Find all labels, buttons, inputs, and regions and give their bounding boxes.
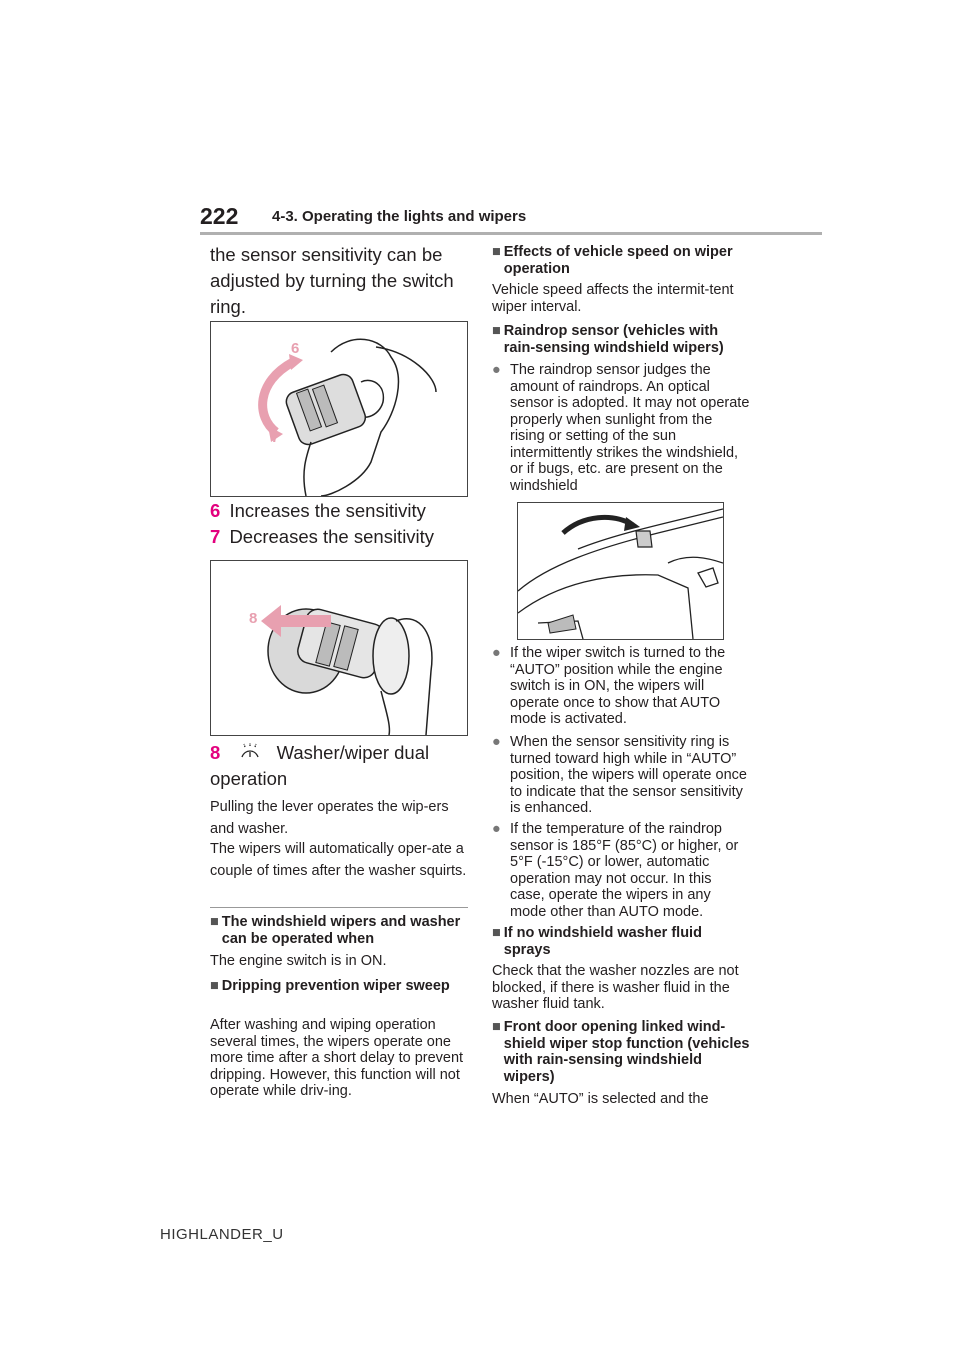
hand-pulling-lever-illustration (211, 561, 467, 735)
bullet-marker: ● (492, 362, 501, 378)
bullet-auto-position-text: If the wiper switch is turned to the “AUTO” position while the engine switch is in ON, the wipers will operate once to show that AUTO mode is activated. (510, 645, 726, 727)
item-8-number: 8 (210, 742, 221, 763)
heading-square-marker: ■ (492, 244, 501, 260)
heading-dripping-prevention (210, 978, 468, 995)
heading-square-marker: ■ (210, 978, 219, 994)
footer-model: HIGHLANDER_U (160, 1226, 284, 1243)
item-7 (210, 524, 468, 550)
heading-operated-when (210, 914, 468, 947)
bullet-sensitivity-ring-text: When the sensor sensitivity ring is turned toward high while in “AUTO” position, the wipers will operate once to indicate that the sensor sensitivity is enhanced. (510, 734, 747, 816)
heading-no-washer-fluid-text: If no windshield washer fluid sprays (503, 925, 702, 958)
header-rule (200, 232, 822, 235)
hand-turning-ring-illustration (211, 322, 467, 496)
engine-on-text: The engine switch is in ON. (210, 953, 387, 969)
item-8-text: Washer/wiper dual operation (210, 742, 430, 789)
heading-square-marker: ■ (210, 914, 219, 930)
heading-door-opening (492, 1019, 750, 1085)
heading-vehicle-speed-text: Effects of vehicle speed on wiper operation (503, 244, 733, 277)
washer-icon (239, 742, 261, 760)
heading-square-marker: ■ (492, 323, 501, 339)
item-6 (210, 498, 468, 524)
heading-operated-when-text: The windshield wipers and washer can be operated when (221, 914, 461, 947)
heading-square-marker: ■ (492, 925, 501, 941)
heading-vehicle-speed (492, 244, 750, 277)
heading-door-opening-text: Front door opening linked wind-shield wiper stop function (vehicles with rain-sensing windshield wipers) (503, 1019, 750, 1085)
bullet-marker: ● (492, 734, 501, 750)
intro-text: the sensor sensitivity can be adjusted by turning the switch ring. (210, 244, 454, 317)
heading-raindrop-sensor (492, 323, 750, 356)
figure-sensitivity-ring (210, 321, 468, 497)
figure-raindrop-sensor-location (517, 502, 724, 640)
heading-dripping-prevention-text: Dripping prevention wiper sweep (221, 978, 450, 994)
item-7-text: Decreases the sensitivity (229, 526, 435, 547)
door-opening-text: When “AUTO” is selected and the (492, 1091, 709, 1107)
bullet-auto-position (492, 645, 750, 728)
item-6-number: 6 (210, 500, 221, 521)
heading-no-washer-fluid (492, 925, 750, 958)
pulling-lever-text: Pulling the lever operates the wip-ers and washer. (210, 799, 449, 837)
heading-square-marker: ■ (492, 1019, 501, 1035)
bullet-temperature (492, 821, 750, 920)
fig2-label-8: 8 (249, 610, 258, 627)
fig1-label-7: 7 (271, 429, 280, 446)
figure-washer-pull (210, 560, 468, 736)
bullet-marker: ● (492, 645, 501, 661)
section-divider (210, 907, 468, 908)
windshield-sensor-illustration (518, 503, 723, 639)
dripping-prevention-text: After washing and wiping operation several times, the wipers operate one more time after a short delay to prevent dripping. However, this function will not operate while driv-ing. (210, 1017, 464, 1099)
fig1-label-6: 6 (291, 340, 300, 357)
washer-nozzles-text: Check that the washer nozzles are not blocked, if there is washer fluid in the washer fluid tank. (492, 963, 739, 1012)
section-title: 4-3. Operating the lights and wipers (272, 208, 527, 225)
bullet-marker: ● (492, 821, 501, 837)
item-8 (210, 740, 468, 792)
item-7-number: 7 (210, 526, 221, 547)
bullet-sensitivity-ring (492, 734, 750, 817)
wipers-auto-operate-text: The wipers will automatically oper-ate a couple of times after the washer squirts. (210, 841, 467, 879)
bullet-raindrop-judges (492, 362, 750, 494)
item-6-text: Increases the sensitivity (229, 500, 426, 521)
heading-raindrop-sensor-text: Raindrop sensor (vehicles with rain-sensing windshield wipers) (503, 323, 724, 356)
bullet-temperature-text: If the temperature of the raindrop sensor is 185°F (85°C) or higher, or 5°F (-15°C) or lower, automatic operation may not occur. In this case, operate the wipers in any mode other than AUTO mode. (510, 821, 739, 920)
vehicle-speed-text: Vehicle speed affects the intermit-tent wiper interval. (492, 282, 734, 315)
bullet-raindrop-judges-text: The raindrop sensor judges the amount of raindrops. An optical sensor is adopted. It may not operate properly when sunlight from the rising or setting of the sun intermittently strikes the windshield, or if bugs, etc. are present on the windshield (510, 362, 750, 494)
page-number: 222 (200, 203, 239, 229)
